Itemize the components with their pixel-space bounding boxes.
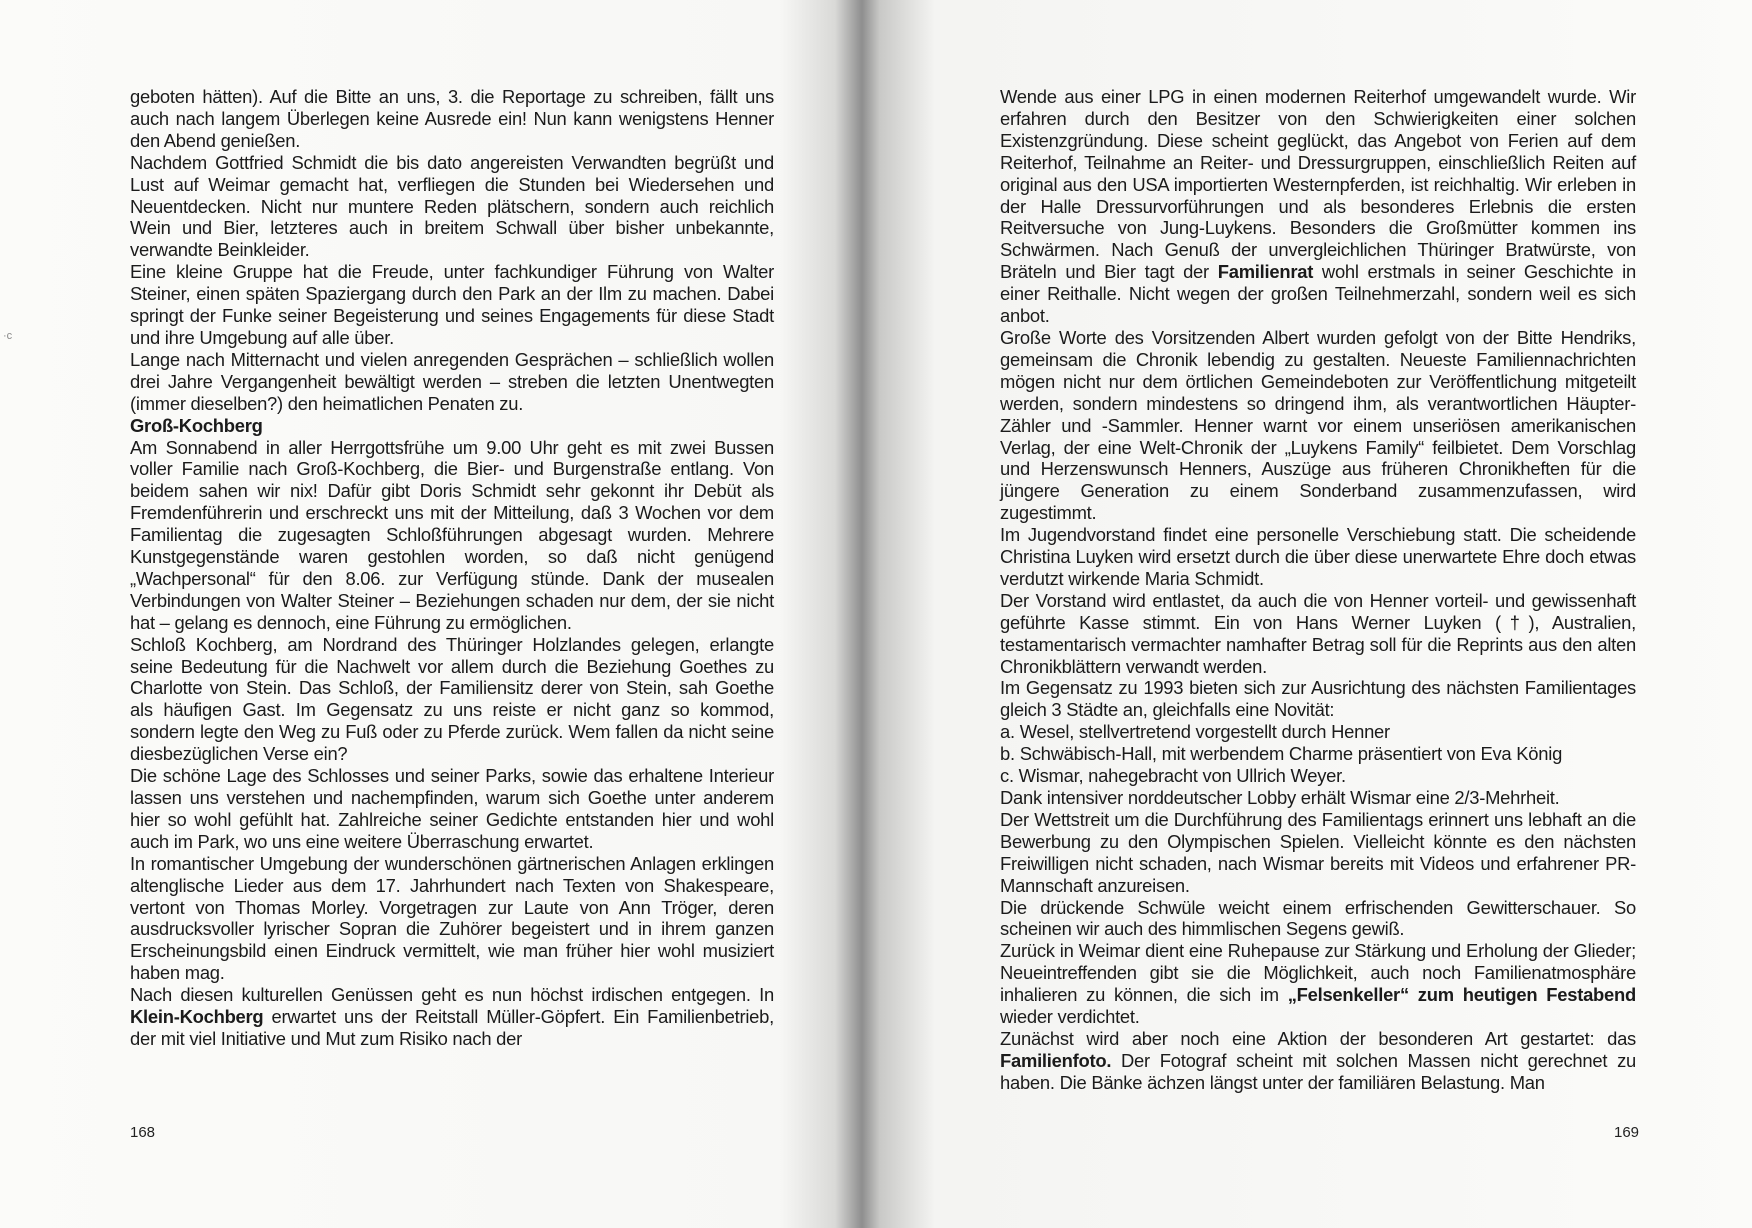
text-run: Nach diesen kulturellen Genüssen geht es nun höchst irdischen entgegen. In bbox=[130, 984, 774, 1006]
bold-term: „Felsenkeller“ zum heutigen Festabend bbox=[1287, 984, 1636, 1006]
right-paragraph bbox=[1000, 1028, 1636, 1094]
left-paragraph: Eine kleine Gruppe hat die Freude, unter fachkundiger Führung von Walter Steiner, einen späten Spaziergang durch den Park an der Ilm zu machen. Dabei springt der Funke seiner Begeisterung und seines Engagements für diese Stadt und ihre Umgebung auf alle über. bbox=[130, 261, 774, 348]
text-run: wohl erstmals in seiner Geschichte in einer Reithalle. Nicht wegen der großen Teilnehmerzahl, sondern weil es sich anbot. bbox=[1000, 261, 1637, 327]
section-heading: Groß-Kochberg bbox=[130, 414, 263, 436]
right-paragraph bbox=[1000, 86, 1636, 327]
right-paragraph: Im Jugendvorstand findet eine personelle Verschiebung statt. Die scheidende Christina Luyken wird ersetzt durch die über diese unerwartete Ehre doch etwas verdutzt wirkende Maria Schmidt. bbox=[1000, 524, 1636, 589]
text-run: wieder verdichtet. bbox=[1000, 1006, 1140, 1028]
left-paragraph: In romantischer Umgebung der wunderschönen gärtnerischen Anlagen erklingen altenglische Lieder aus dem 17. Jahrhundert nach Texten von Shakespeare, vertont von Thomas Morley. Vorgetragen zur Laute von Ann Tröger, deren ausdrucksvoller lyrischer Sopran die Zuhörer begeistert und in ihrem ganzen Erscheinungsbild einen Eindruck vermittelt, wie man früher hier wohl musiziert haben mag. bbox=[130, 852, 774, 984]
left-paragraph-last bbox=[130, 984, 774, 1050]
bold-term: Familienrat bbox=[1217, 261, 1314, 283]
right-paragraph: Der Vorstand wird entlastet, da auch die von Henner vorteil- und gewissenhaft geführte Kasse stimmt. Ein von Hans Werner Luyken (†), Australien, testamentarisch vermachter namhafter Betrag soll für die Reprints aus den alten Chronikblättern verwandt werden. bbox=[1000, 589, 1636, 677]
text-run: Zunächst wird aber noch eine Aktion der besonderen Art gestartet: das bbox=[1000, 1027, 1636, 1049]
left-paragraph: Nachdem Gottfried Schmidt die bis dato angereisten Verwandten begrüßt und Lust auf Weimar gemacht hat, verfliegen die Stunden bei Wiedersehen und Neuentdecken. Nicht nur muntere Reden plätschern, sondern auch reichlich Wein und Bier, letzteres auch in breitem Schwall über bisher unbekannte, verwandte Beinkleider. bbox=[130, 151, 774, 261]
right-paragraph: Der Wettstreit um die Durchführung des Familientags erinnert uns lebhaft an die Bewerbung zu den Olympischen Spielen. Vielleicht könnte es den nächsten Freiwilligen nicht schaden, nach Wismar bereits mit Videos und erfahrener PR-Mannschaft anzureisen. bbox=[1000, 808, 1636, 896]
left-paragraph: geboten hätten). Auf die Bitte an uns, 3. die Reportage zu schreiben, fällt uns auch nach langem Überlegen keine Ausrede ein! Nun kann wenigstens Henner den Abend genießen. bbox=[130, 86, 774, 151]
right-page bbox=[1000, 86, 1636, 1094]
list-item: b. Schwäbisch-Hall, mit werbendem Charme präsentiert von Eva König bbox=[1000, 743, 1563, 765]
bold-place-name: Klein-Kochberg bbox=[130, 1006, 264, 1028]
left-paragraph: Die schöne Lage des Schlosses und seiner Parks, sowie das erhaltene Interieur lassen uns verstehen und nachempfinden, warum sich Goethe unter anderem hier so wohl gefühlt hat. Zahlreiche seiner Gedichte entstanden hier und wohl auch im Park, wo uns eine weitere Überraschung erwartet. bbox=[130, 765, 774, 852]
margin-mark: ·c bbox=[3, 330, 13, 342]
left-paragraph: Schloß Kochberg, am Nordrand des Thüringer Holzlandes gelegen, erlangte seine Bedeutung für die Nachwelt vor allem durch die Beziehung Goethes zu Charlotte von Stein. Das Schloß, der Familiensitz derer von Stein, sah Goethe als häufigen Gast. Im Gegensatz zu uns reiste er nicht ganz so kommod, sondern legte den Weg zu Fuß oder zu Pferde zurück. Wem fallen da nicht seine diesbezüglichen Verse ein? bbox=[130, 633, 774, 765]
list-item: c. Wismar, nahegebracht von Ullrich Weyer. bbox=[1000, 765, 1346, 787]
text-run: erwartet uns der Reitstall Müller-Göpfert. Ein Familienbetrieb, der mit viel Initiative und Mut zum Risiko nach der bbox=[130, 1006, 774, 1049]
right-paragraph: Im Gegensatz zu 1993 bieten sich zur Ausrichtung des nächsten Familientages gleich 3 Städte an, gleichfalls eine Novität: bbox=[1000, 677, 1636, 721]
text-run: Zurück in Weimar dient eine Ruhepause zur Stärkung und Erholung der Glieder; Neueintreffenden gibt sie die Möglichkeit, auch noch Familienatmosphäre inhalieren zu können, die sich im bbox=[1000, 940, 1636, 1006]
right-paragraph: Dank intensiver norddeutscher Lobby erhält Wismar eine 2/3-Mehrheit. bbox=[1000, 787, 1560, 808]
list-item: a. Wesel, stellvertretend vorgestellt durch Henner bbox=[1000, 721, 1390, 743]
right-paragraph: Die drückende Schwüle weicht einem erfrischenden Gewitterschauer. So scheinen wir auch des himmlischen Segens gewiß. bbox=[1000, 896, 1636, 940]
bold-term: Familienfoto. bbox=[1000, 1049, 1112, 1071]
left-paragraph: Lange nach Mitternacht und vielen anregenden Gesprächen – schließlich wollen drei Jahre Vergangenheit bewältigt werden – streben die letzten Unentwegten (immer dieselben?) den heimatlichen Penaten zu. bbox=[130, 348, 774, 414]
right-paragraph: Große Worte des Vorsitzenden Albert wurden gefolgt von der Bitte Hendriks, gemeinsam die Chronik lebendig zu gestalten. Neueste Familiennachrichten mögen nicht nur dem örtlichen Gemeindeboten zur Veröffentlichung mitgeteilt werden, sondern mindestens so dringend ihm, als verantwortlichen Häupter-Zähler und -Sammler. Henner warnt vor einem unseriösen amerikanischen Verlag, der eine Welt-Chronik der „Luykens Family“ feilbietet. Dem Vorschlag und Herzenswunsch Henners, Auszüge aus früheren Chronikheften für die jüngere Generation zu einem Sonderband zusammenzufassen, wird zugestimmt. bbox=[1000, 326, 1636, 524]
text-run: Wende aus einer LPG in einen modernen Reiterhof umgewandelt wurde. Wir erfahren durch den Besitzer von den Schwierigkeiten einer solchen Existenzgründung. Diese scheint geglückt, das Angebot von Ferien auf dem Reiterhof, Teilnahme an Reiter- und Dressurgruppen, einschließlich Reiten auf original aus den USA importierten Westernpferden, ist reichhaltig. Wir erleben in der Halle Dressurvorführungen und als besonderes Erlebnis die ersten Reitversuche von Jung-Luykens. Besonders die Großmütter kommen ins Schwärmen. Nach Genuß der unvergleichlichen Thüringer Bratwürste, von Bräteln und Bier tagt der bbox=[1000, 86, 1636, 283]
page-number-right: 169 bbox=[1614, 1124, 1640, 1141]
left-paragraph: Am Sonnabend in aller Herrgottsfrühe um 9.00 Uhr geht es mit zwei Bussen voller Familie nach Groß-Kochberg, die Bier- und Burgenstraße entlang. Von beidem sahen wir nix! Dafür gibt Doris Schmidt sehr gekonnt ihr Debüt als Fremdenführerin und erschreckt uns mit der Mitteilung, daß 3 Wochen vor dem Familientag die zugesagten Schloßführungen abgesagt wurden. Mehrere Kunstgegenstände waren gestohlen worden, so daß nicht genügend „Wachpersonal“ für den 8.06. zur Verfügung stünde. Dank der musealen Verbindungen von Walter Steiner – Beziehungen schaden nur dem, der sie nicht hat – gelang es dennoch, eine Führung zu ermöglichen. bbox=[130, 436, 774, 633]
right-paragraph bbox=[1000, 940, 1636, 1028]
text-run: Der Fotograf scheint mit solchen Massen nicht gerechnet zu haben. Die Bänke ächzen längst unter der familiären Belastung. Man bbox=[1000, 1049, 1636, 1093]
left-page bbox=[130, 86, 774, 1050]
page-number-left: 168 bbox=[130, 1124, 156, 1141]
